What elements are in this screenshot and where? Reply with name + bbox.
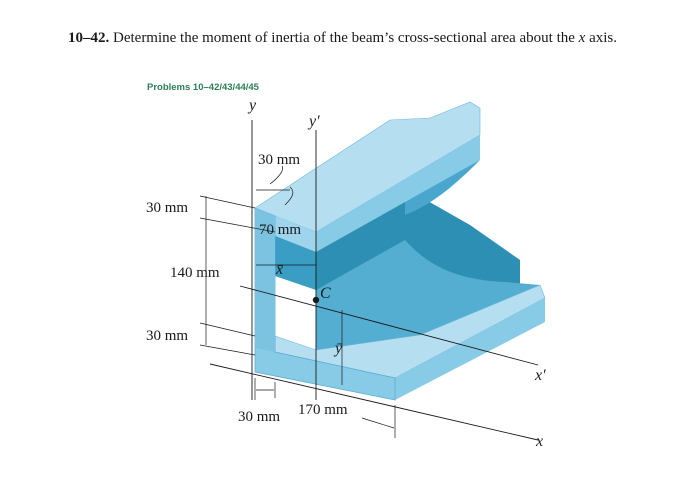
x-prime-axis-label: x′ bbox=[535, 367, 546, 384]
problem-axis-variable: x bbox=[578, 30, 586, 46]
dim-left-middle: 140 mm bbox=[170, 265, 220, 281]
x-bar-label: x̄ bbox=[276, 261, 284, 278]
problem-number: 10–42. bbox=[68, 30, 110, 46]
dim-web-top: 30 mm bbox=[258, 152, 301, 168]
centroid-point bbox=[313, 297, 319, 303]
dim-left-top-flange: 30 mm bbox=[146, 200, 189, 216]
y-prime-axis-label: y′ bbox=[309, 113, 320, 130]
x-axis-label: x bbox=[536, 433, 544, 450]
centroid-label: C bbox=[320, 285, 331, 302]
y-axis-label: y bbox=[249, 97, 257, 114]
dim-bottom-length: 170 mm bbox=[298, 402, 348, 418]
y-bar-label: ȳ bbox=[335, 340, 343, 357]
dim-left-bottom-flange: 30 mm bbox=[146, 328, 189, 344]
problem-text-end: axis. bbox=[589, 30, 618, 46]
figure-tag: Problems 10–42/43/44/45 bbox=[147, 82, 259, 93]
dim-web-inner: 70 mm bbox=[259, 222, 302, 238]
dim-bottom-web: 30 mm bbox=[238, 409, 281, 425]
problem-text: Determine the moment of inertia of the beam’s cross-sectional area about the bbox=[113, 30, 575, 46]
